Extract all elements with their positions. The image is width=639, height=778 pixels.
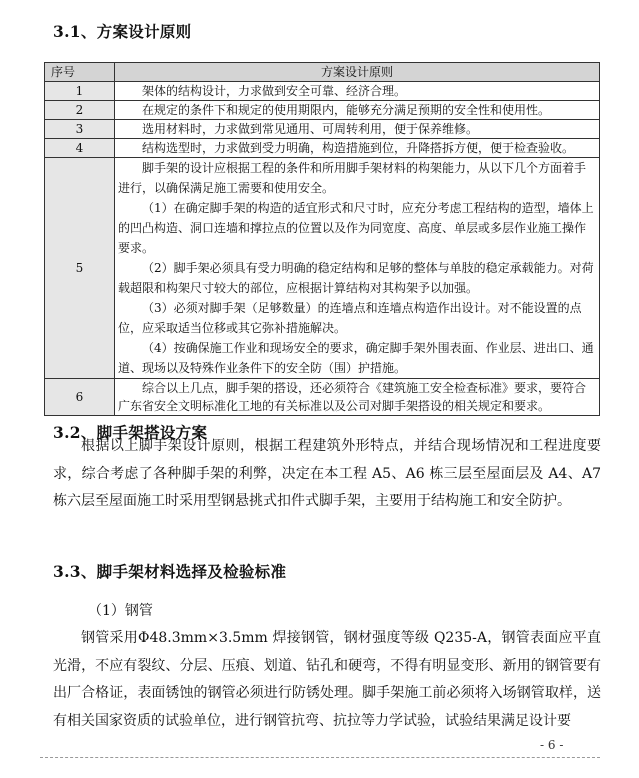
row-text: 在规定的条件下和规定的使用期限内，能够充分满足预期的安全性和使用性。: [115, 101, 600, 120]
header-principle: 方案设计原则: [115, 63, 600, 82]
row-number: 4: [45, 139, 115, 158]
section-3-2-paragraph: 根据以上脚手架设计原则，根据工程建筑外形特点，并结合现场情况和工程进度要求，综合考虑了各种脚手架的利弊，决定在本工程 A5、A6 栋三层至屋面层及 A4、A7 栋六层至屋面施工时采用型钢悬挑式扣件式脚手架，主要用于结构施工和安全防护。: [53, 438, 601, 509]
subheading-steel-pipe: （1）钢管: [88, 603, 153, 619]
row-number: 1: [45, 82, 115, 101]
row5-paragraph-5: （4）按确保施工作业和现场安全的要求，确定脚手架外围表面、作业层、进出口、通道、现场以及特殊作业条件下的安全防（围）护措施。: [118, 341, 594, 375]
table-row: [45, 82, 600, 101]
table-row: [45, 139, 600, 158]
footer-divider: [40, 757, 600, 758]
header-no: 序号: [45, 63, 115, 82]
row-number: 3: [45, 120, 115, 139]
row-number: 2: [45, 101, 115, 120]
row-text: [115, 158, 600, 379]
row-text: 架体的结构设计，力求做到安全可靠、经济合理。: [115, 82, 600, 101]
row-text: 结构选型时，力求做到受力明确，构造措施到位，升降搭拆方便，便于检查验收。: [115, 139, 600, 158]
design-principles-table: [44, 62, 600, 416]
row-number: 6: [45, 379, 115, 416]
page-number: - 6 -: [540, 738, 564, 752]
table-header-row: [45, 63, 600, 82]
section-heading-3-3: 3.3、脚手架材料选择及检验标准: [53, 562, 287, 581]
row-number: 5: [45, 158, 115, 379]
table-row: [45, 379, 600, 416]
section-heading-3-2: 3.2、脚手架搭设方案: [53, 423, 208, 442]
row-text: 选用材料时，力求做到常见通用、可周转利用，便于保养维修。: [115, 120, 600, 139]
row5-paragraph-1: 脚手架的设计应根据工程的条件和所用脚手架材料的构架能力，从以下几个方面着手进行，以确保满足施工需要和使用安全。: [118, 161, 587, 195]
section-heading-3-1: 3.1、方案设计原则: [53, 22, 192, 41]
table-row: [45, 101, 600, 120]
table-row: [45, 158, 600, 379]
row-text: 综合以上几点，脚手架的搭设，还必须符合《建筑施工安全检查标准》要求，要符合广东省安全文明标准化工地的有关标准以及公司对脚手架搭设的相关规定和要求。: [115, 379, 600, 416]
table-row: [45, 120, 600, 139]
row5-paragraph-3: （2）脚手架必须具有受力明确的稳定结构和足够的整体与单肢的稳定承载能力。对荷载超限和构架尺寸较大的部位，应根据计算结构对其构架予以加强。: [118, 261, 594, 295]
row5-paragraph-4: （3）必须对脚手架（足够数量）的连墙点和连墙点构造作出设计。对不能设置的点位，应采取适当位移或其它弥补措施解决。: [118, 301, 582, 335]
row5-paragraph-2: （1）在确定脚手架的构造的适宜形式和尺寸时，应充分考虑工程结构的造型，墙体上的凹凸构造、洞口连墙和撑拉点的位置以及作为同宽度、高度、单层或多层作业施工操作要求。: [118, 201, 594, 255]
section-3-3-paragraph: 钢管采用Φ48.3mm×3.5mm 焊接钢管，钢材强度等级 Q235-A，钢管表面应平直光滑，不应有裂纹、分层、压痕、划道、钻孔和硬弯，不得有明显变形、新用的钢管要有出厂合格证，表面锈蚀的钢管必须进行防锈处理。脚手架施工前必须将入场钢管取样，送有相关国家资质的试验单位，进行钢管抗弯、抗拉等力学试验，试验结果满足设计要: [53, 630, 601, 729]
